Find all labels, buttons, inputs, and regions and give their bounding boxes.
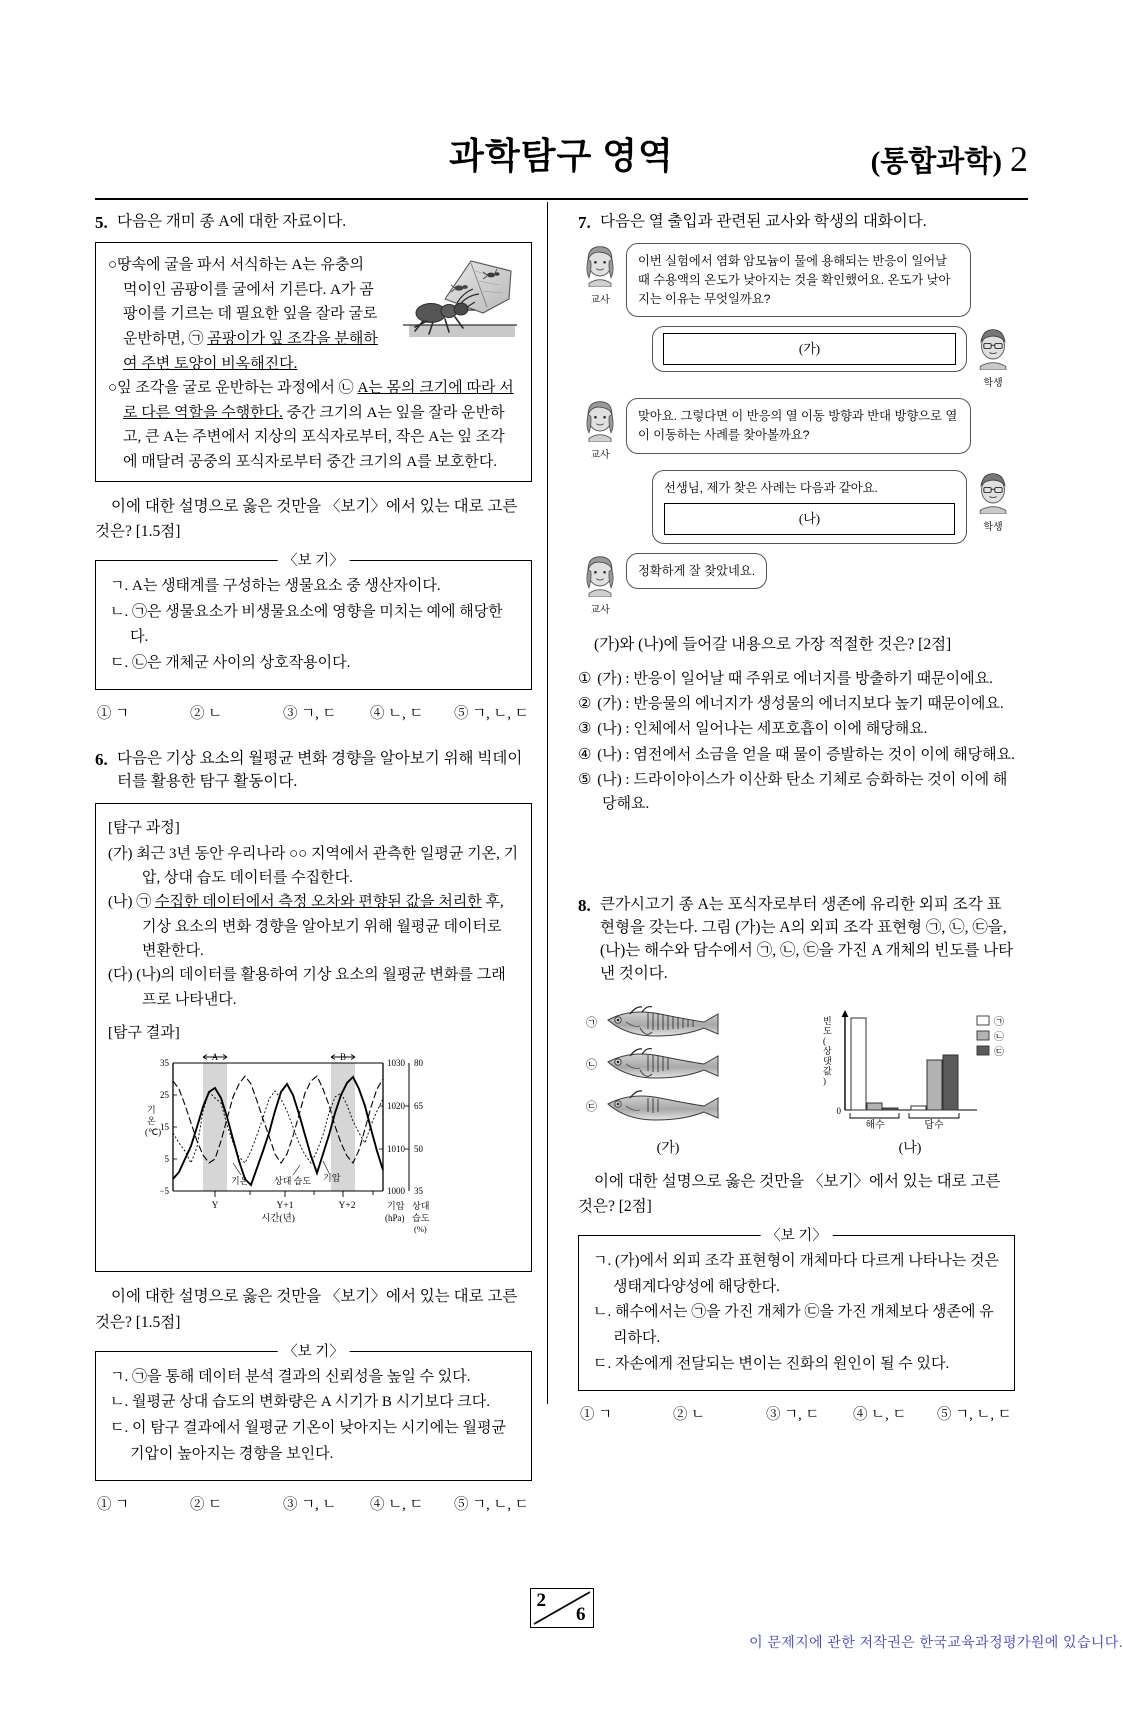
choice-option-2[interactable] <box>578 692 1015 716</box>
question-5-prompt-text: 다음은 개미 종 A에 대한 자료이다. <box>117 213 347 230</box>
speech-bubble-student-1 <box>652 326 967 372</box>
page-slash-icon <box>531 1589 593 1627</box>
bubble-text: 정확하게 잘 찾았네요. <box>638 563 756 578</box>
teacher-avatar <box>578 243 622 306</box>
question-5-data-box <box>95 242 532 481</box>
page-total: 6 <box>576 1604 586 1625</box>
xtick-Y1: Y+1 <box>276 1201 293 1212</box>
xtick-Y: Y <box>211 1201 218 1212</box>
dialogue-row-teacher-2 <box>578 398 1015 461</box>
question-7-prompt <box>578 210 1015 233</box>
chart-legend <box>977 1016 1004 1058</box>
bogi-item: ㄴ. 월평균 상대 습도의 변화량은 A 시기가 B 시기보다 크다. <box>110 1394 491 1411</box>
unit-humidity: 상대 <box>411 1201 429 1212</box>
choice-option[interactable]: ② ㄷ <box>190 1496 223 1513</box>
xtick-freshwater: 담수 <box>924 1119 944 1130</box>
svg-text:㉠: ㉠ <box>586 1016 597 1029</box>
question-5-prompt <box>95 210 532 233</box>
axis-label-temp: 기 <box>146 1105 156 1116</box>
bar-freshwater-b <box>927 1060 942 1110</box>
teacher-avatar <box>578 398 622 461</box>
svg-text:(hPa): (hPa) <box>384 1213 404 1224</box>
q6-process-label: [탐구 과정] <box>108 819 180 836</box>
choice-text: 염전에서 소금을 얻을 때 물이 증발하는 것이 이에 해당해요. <box>633 746 1015 763</box>
choice-tag: ④ <box>578 746 592 763</box>
series-label-humidity: 상대 습도 <box>273 1176 311 1187</box>
q6-process-tag: (가) <box>108 845 133 862</box>
speech-bubble-teacher-1 <box>626 243 971 317</box>
two-column-body <box>95 210 1028 1513</box>
unit-pressure: 기압 <box>386 1201 404 1212</box>
question-7-stem: (가)와 (나)에 들어갈 내용으로 가장 적절한 것은? [2점] <box>594 635 952 653</box>
speaker-label: 교사 <box>590 450 610 462</box>
question-8-choices <box>578 1403 1015 1424</box>
band-B <box>331 1063 355 1191</box>
svg-text:도: 도 <box>823 1025 832 1036</box>
bar-seawater-b <box>867 1103 882 1110</box>
question-6-prompt <box>95 747 532 794</box>
question-8 <box>578 893 1015 1424</box>
question-6-data-box <box>95 803 532 1273</box>
choice-option-1[interactable] <box>578 667 1015 691</box>
question-8-number: 8. <box>578 895 591 915</box>
ylabel-p-1030: 1030 <box>386 1058 405 1069</box>
choice-text: 인체에서 일어나는 세포호흡이 이에 해당해요. <box>633 721 928 738</box>
choice-option-5[interactable] <box>578 768 1015 817</box>
svg-text:): ) <box>823 1075 826 1086</box>
bogi-item: ㄴ. 해수에서는 ㉠을 가진 개체가 ㉢을 가진 개체보다 생존에 유리하다. <box>593 1304 994 1347</box>
choice-option[interactable]: ⑤ ㄱ, ㄴ, ㄷ <box>937 1406 1012 1423</box>
q6-process-item-da <box>108 963 519 1012</box>
band-A <box>203 1063 227 1191</box>
student-avatar <box>971 326 1015 389</box>
speaker-label: 교사 <box>590 295 610 307</box>
choice-option[interactable]: ① ㄱ <box>580 1406 613 1423</box>
chart-ylabel: 빈 <box>823 1015 832 1026</box>
bar-freshwater-c <box>943 1055 958 1110</box>
question-8-bogi <box>578 1227 1015 1391</box>
weather-chart <box>133 1051 495 1259</box>
series-label-temp: 기온 <box>230 1176 248 1187</box>
ylabel-left-5: 5 <box>164 1154 169 1165</box>
question-6-prompt-text: 다음은 기상 요소의 월평균 변화 경향을 알아보기 위해 빅데이터를 활용한 탐구 활동이다. <box>117 750 523 791</box>
choice-option[interactable]: ④ ㄴ, ㄷ <box>370 1496 424 1513</box>
copyright-notice: 이 문제지에 관한 저작권은 한국교육과정평가원에 있습니다. <box>749 1634 1123 1650</box>
ylabel-p-1020: 1020 <box>386 1101 405 1112</box>
dialogue-row-teacher-1 <box>578 243 1015 317</box>
svg-text:(℃): (℃) <box>144 1127 161 1138</box>
bubble-text: 이번 실험에서 염화 암모늄이 물에 용해되는 반응이 일어날 때 수용액의 온도가 낮아지는 것을 확인했어요. 온도가 낮아지는 이유는 무엇일까요? <box>638 254 951 306</box>
q6-process-text: 최근 3년 동안 우리나라 ○○ 지역에서 관측한 일평균 기온, 기압, 상대 습도 데이터를 수집한다. <box>136 845 519 887</box>
bar-freshwater-a <box>911 1106 926 1110</box>
choice-option[interactable]: ③ ㄱ, ㄷ <box>766 1406 820 1423</box>
q6-process-tag: (나) <box>108 894 133 911</box>
figure-ga-caption: (가) <box>656 1140 680 1156</box>
page-indicator <box>530 1588 594 1628</box>
question-8-prompt <box>578 893 1015 986</box>
page-title: 과학탐구 영역 <box>449 136 674 176</box>
ylabel-left-15: 15 <box>159 1122 169 1133</box>
question-7-choices <box>578 667 1015 817</box>
ylabel-h-80: 80 <box>413 1058 423 1069</box>
bogi-item: ㄴ. ㉠은 생물요소가 비생물요소에 영향을 미치는 예에 해당한다. <box>110 603 503 646</box>
question-5 <box>95 210 532 723</box>
q6-process-pre: ㉠ <box>136 894 155 911</box>
bogi-item: ㄷ. 이 탐구 결과에서 월평균 기온이 낮아지는 시기에는 월평균 기압이 높아지는 경향을 보인다. <box>110 1420 507 1463</box>
choice-label: (나) : <box>597 721 634 738</box>
weather-chart-svg <box>133 1051 495 1251</box>
choice-option[interactable]: ③ ㄱ, ㄷ <box>283 706 337 722</box>
svg-text:㉡: ㉡ <box>586 1058 597 1071</box>
question-5-stem: 이에 대한 설명으로 옳은 것만을 〈보기〉에서 있는 대로 고른 것은? [1.5점] <box>95 497 518 540</box>
ylabel-h-35: 35 <box>413 1186 423 1197</box>
page-header <box>95 128 1028 200</box>
question-7-dialogue <box>578 243 1015 616</box>
left-column <box>95 210 550 1513</box>
dialogue-row-teacher-3 <box>578 553 1015 616</box>
choice-label: (나) : <box>597 772 634 789</box>
speech-bubble-student-2 <box>652 470 967 543</box>
choice-option[interactable]: ⑤ ㄱ, ㄴ, ㄷ <box>454 706 529 722</box>
choice-tag: ③ <box>578 721 592 738</box>
question-6-stem: 이에 대한 설명으로 옳은 것만을 〈보기〉에서 있는 대로 고른 것은? [1.5점] <box>95 1288 518 1331</box>
ylabel-p-1010: 1010 <box>386 1144 405 1155</box>
bubble-text: 선생님, 제가 찾은 사례는 다음과 같아요. <box>664 481 878 496</box>
svg-text:상: 상 <box>823 1045 832 1056</box>
bogi-item: ㄷ. 자손에게 전달되는 변이는 진화의 원인이 될 수 있다. <box>593 1356 950 1373</box>
choice-option[interactable]: ① ㄱ <box>97 1496 130 1513</box>
svg-text:㉡: ㉡ <box>994 1031 1004 1043</box>
bogi-item: ㄱ. ㉠을 통해 데이터 분석 결과의 신뢰성을 높일 수 있다. <box>110 1368 471 1385</box>
student-avatar-icon <box>971 326 1015 370</box>
svg-text:(: ( <box>823 1035 826 1046</box>
speaker-label: 교사 <box>590 604 610 616</box>
series-label-pressure: 기압 <box>322 1173 340 1184</box>
teacher-avatar-icon <box>578 553 622 597</box>
ylabel-left-25: 25 <box>159 1090 169 1101</box>
dialogue-row-student-1 <box>578 326 1015 389</box>
q6-process-post: 후, 기상 요소의 변화 경향을 알아보기 위해 월평균 데이터로 변환한다. <box>142 894 504 959</box>
question-5-bogi <box>95 552 532 690</box>
speaker-label: 학생 <box>983 522 1003 534</box>
question-5-choices <box>95 702 532 723</box>
stickleback-phenotypes-icon <box>578 1000 758 1130</box>
svg-text:온: 온 <box>146 1116 156 1127</box>
teacher-avatar-icon <box>578 398 622 442</box>
figure-ga <box>578 1000 758 1157</box>
bubble-text: 맞아요. 그렇다면 이 반응의 열 이동 방향과 반대 방향으로 열이 이동하는 사례를 찾아볼까요? <box>638 409 958 442</box>
question-8-bogi-label: 〈보 기〉 <box>760 1224 833 1245</box>
question-7-prompt-text: 다음은 열 출입과 관련된 교사와 학생의 대화이다. <box>600 213 927 230</box>
choice-option[interactable]: ① ㄱ <box>97 706 130 722</box>
figure-na-caption: (나) <box>898 1140 922 1156</box>
q6-process-text: (나)의 데이터를 활용하여 기상 요소의 월평균 변화를 그래프로 나타낸다. <box>136 967 506 1008</box>
page-footer <box>0 1588 1123 1658</box>
choice-tag: ① <box>578 670 592 687</box>
ylabel-h-65: 65 <box>413 1101 423 1112</box>
bogi-item: ㄱ. (가)에서 외피 조각 표현형이 개체마다 다르게 나타나는 것은 생태계다양성에 해당한다. <box>593 1252 999 1295</box>
svg-text:값: 값 <box>823 1065 832 1076</box>
ylabel-left-m5: −5 <box>158 1186 169 1197</box>
choice-option[interactable]: ② ㄴ <box>190 706 223 722</box>
subject-label <box>871 138 1028 180</box>
choice-text: 반응물의 에너지가 생성물의 에너지보다 높기 때문이에요. <box>633 696 1004 713</box>
teacher-avatar <box>578 553 622 616</box>
svg-text:댓: 댓 <box>823 1055 832 1066</box>
choice-option[interactable]: ⑤ ㄱ, ㄴ, ㄷ <box>454 1496 529 1513</box>
svg-text:㉢: ㉢ <box>994 1046 1004 1058</box>
svg-text:㉠: ㉠ <box>994 1016 1004 1028</box>
band-A-label: A <box>211 1052 218 1063</box>
q5-bullet-1-text: 땅속에 굴을 파서 서식하는 A는 유충의 먹이인 곰팡이를 굴에서 기른다. A가 곰팡이를 기르는 데 필요한 잎을 잘라 굴로 운반하면, ㉠ <box>117 257 378 348</box>
y-zero-tick: 0 <box>836 1105 841 1116</box>
question-6-bogi-label: 〈보 기〉 <box>277 1340 350 1361</box>
blank-na: (나) <box>664 503 955 535</box>
header-rule <box>95 198 1028 200</box>
subject-text: (통합과학) <box>870 146 1002 178</box>
q6-process-item-na <box>108 890 519 963</box>
choice-tag: ⑤ <box>578 772 592 789</box>
bogi-item: ㄷ. ㉡은 개체군 사이의 상호작용이다. <box>110 655 351 672</box>
blank-ga: (가) <box>663 333 956 365</box>
band-B-label: B <box>339 1052 346 1063</box>
question-6-bogi-box <box>95 1351 532 1481</box>
question-8-figures <box>578 1000 1015 1157</box>
leaf-cutter-ant-icon <box>387 255 519 363</box>
question-6-choices <box>95 1493 532 1514</box>
xtick-Y2: Y+2 <box>338 1201 355 1212</box>
question-8-prompt-text: 큰가시고기 종 A는 포식자로부터 생존에 유리한 외피 조각 표현형을 갖는다. 그림 (가)는 A의 외피 조각 표현형 ㉠, ㉡, ㉢을, (나)는 해수와 담수에서 ㉠, ㉡, ㉢을 가진 A 개체의 빈도를 나타낸 것이다. <box>600 895 1014 983</box>
right-column <box>550 210 1015 1423</box>
question-6-bogi <box>95 1343 532 1481</box>
q6-process-item-ga <box>108 842 519 891</box>
question-7 <box>578 210 1015 817</box>
question-6 <box>95 747 532 1514</box>
student-avatar-icon <box>971 470 1015 514</box>
question-8-bogi-box <box>578 1235 1015 1391</box>
svg-text:㉢: ㉢ <box>586 1100 597 1113</box>
question-5-bogi-box <box>95 560 532 690</box>
q5-bullet-1: ○땅속에 굴을 파서 서식하는 A는 유충의 먹이인 곰팡이를 굴에서 기른다. A가 곰팡이를 기르는 데 필요한 잎을 잘라 굴로 운반하면, ㉠ 곰팡이가 잎 조각을 분해하여 주변 토양이 비옥해진다. <box>108 257 378 372</box>
question-6-number: 6. <box>95 750 108 769</box>
bar-seawater-a <box>851 1018 866 1110</box>
speech-bubble-teacher-3 <box>626 553 767 590</box>
q5-bullet-2-text-c: 중간 크기의 A는 잎을 잘라 운반하고, 큰 A는 주변에서 지상의 포식자로부터, 작은 A는 잎 조각에 매달려 공중의 포식자로부터 중간 크기의 A를 보호한다. <box>123 404 505 470</box>
question-5-bogi-label: 〈보 기〉 <box>277 549 350 570</box>
choice-label: (가) : <box>597 696 634 713</box>
teacher-avatar-icon <box>578 243 622 287</box>
choice-option-4[interactable] <box>578 743 1015 767</box>
page-current: 2 <box>536 1590 546 1611</box>
ylabel-p-1000: 1000 <box>386 1186 405 1197</box>
xtick-seawater: 해수 <box>865 1119 885 1130</box>
choice-label: (나) : <box>597 746 634 763</box>
bar-seawater-c <box>883 1108 898 1110</box>
q5-bullet-2-text-a: 잎 조각을 굴로 운반하는 과정에서 ㉡ <box>117 380 358 397</box>
svg-text:(%): (%) <box>413 1224 427 1235</box>
header-page-number: 2 <box>1010 139 1028 179</box>
svg-text:습도: 습도 <box>411 1213 429 1224</box>
q5-bullet-2: ○잎 조각을 굴로 운반하는 과정에서 ㉡ A는 몸의 크기에 따라 서로 다른 역할을 수행한다. 중간 크기의 A는 잎을 잘라 운반하고, 큰 A는 주변에서 지상의 포식자로부터, 작은 A는 잎 조각에 매달려 공중의 포식자로부터 중간 크기의 A를 보호한다. <box>108 380 514 470</box>
stickleback-frequency-chart <box>805 1000 1015 1130</box>
exam-page <box>0 128 1123 1716</box>
question-8-stem: 이에 대한 설명으로 옳은 것만을 〈보기〉에서 있는 대로 고른 것은? [2점] <box>578 1172 1001 1215</box>
q5-bullet-2-underline: A는 몸의 크기에 따라 서로 다른 역할을 수행한다. <box>123 380 514 421</box>
choice-label: (가) : <box>597 670 634 687</box>
choice-option[interactable]: ④ ㄴ, ㄷ <box>370 706 424 722</box>
q5-bullet-1-underline: 곰팡이가 잎 조각을 분해하여 주변 토양이 비옥해진다. <box>123 331 378 372</box>
choice-option[interactable]: ② ㄴ <box>673 1406 706 1423</box>
question-5-number: 5. <box>95 213 108 232</box>
choice-option[interactable]: ③ ㄱ, ㄴ <box>283 1496 337 1513</box>
speech-bubble-teacher-2 <box>626 398 971 453</box>
choice-text: 드라이아이스가 이산화 탄소 기체로 승화하는 것이 이에 해당해요. <box>602 772 1008 813</box>
dialogue-row-student-2 <box>578 470 1015 543</box>
q6-result-label: [탐구 결과] <box>108 1024 180 1041</box>
bogi-item: ㄱ. A는 생태계를 구성하는 생물요소 중 생산자이다. <box>110 577 441 594</box>
question-7-number: 7. <box>578 213 591 232</box>
q6-process-tag: (다) <box>108 967 133 984</box>
figure-na <box>805 1000 1015 1157</box>
ylabel-h-50: 50 <box>413 1144 423 1155</box>
choice-text: 반응이 일어날 때 주위로 에너지를 방출하기 때문이에요. <box>633 670 993 687</box>
xaxis-label: 시간(년) <box>260 1214 295 1225</box>
choice-option-3[interactable] <box>578 717 1015 741</box>
ylabel-left-35: 35 <box>159 1058 169 1069</box>
q6-process-underline: 수집한 데이터에서 측정 오차와 편향된 값을 처리한 <box>155 894 482 911</box>
speaker-label: 학생 <box>983 378 1003 390</box>
choice-option[interactable]: ④ ㄴ, ㄷ <box>853 1406 907 1423</box>
choice-tag: ② <box>578 696 592 713</box>
student-avatar <box>971 470 1015 533</box>
